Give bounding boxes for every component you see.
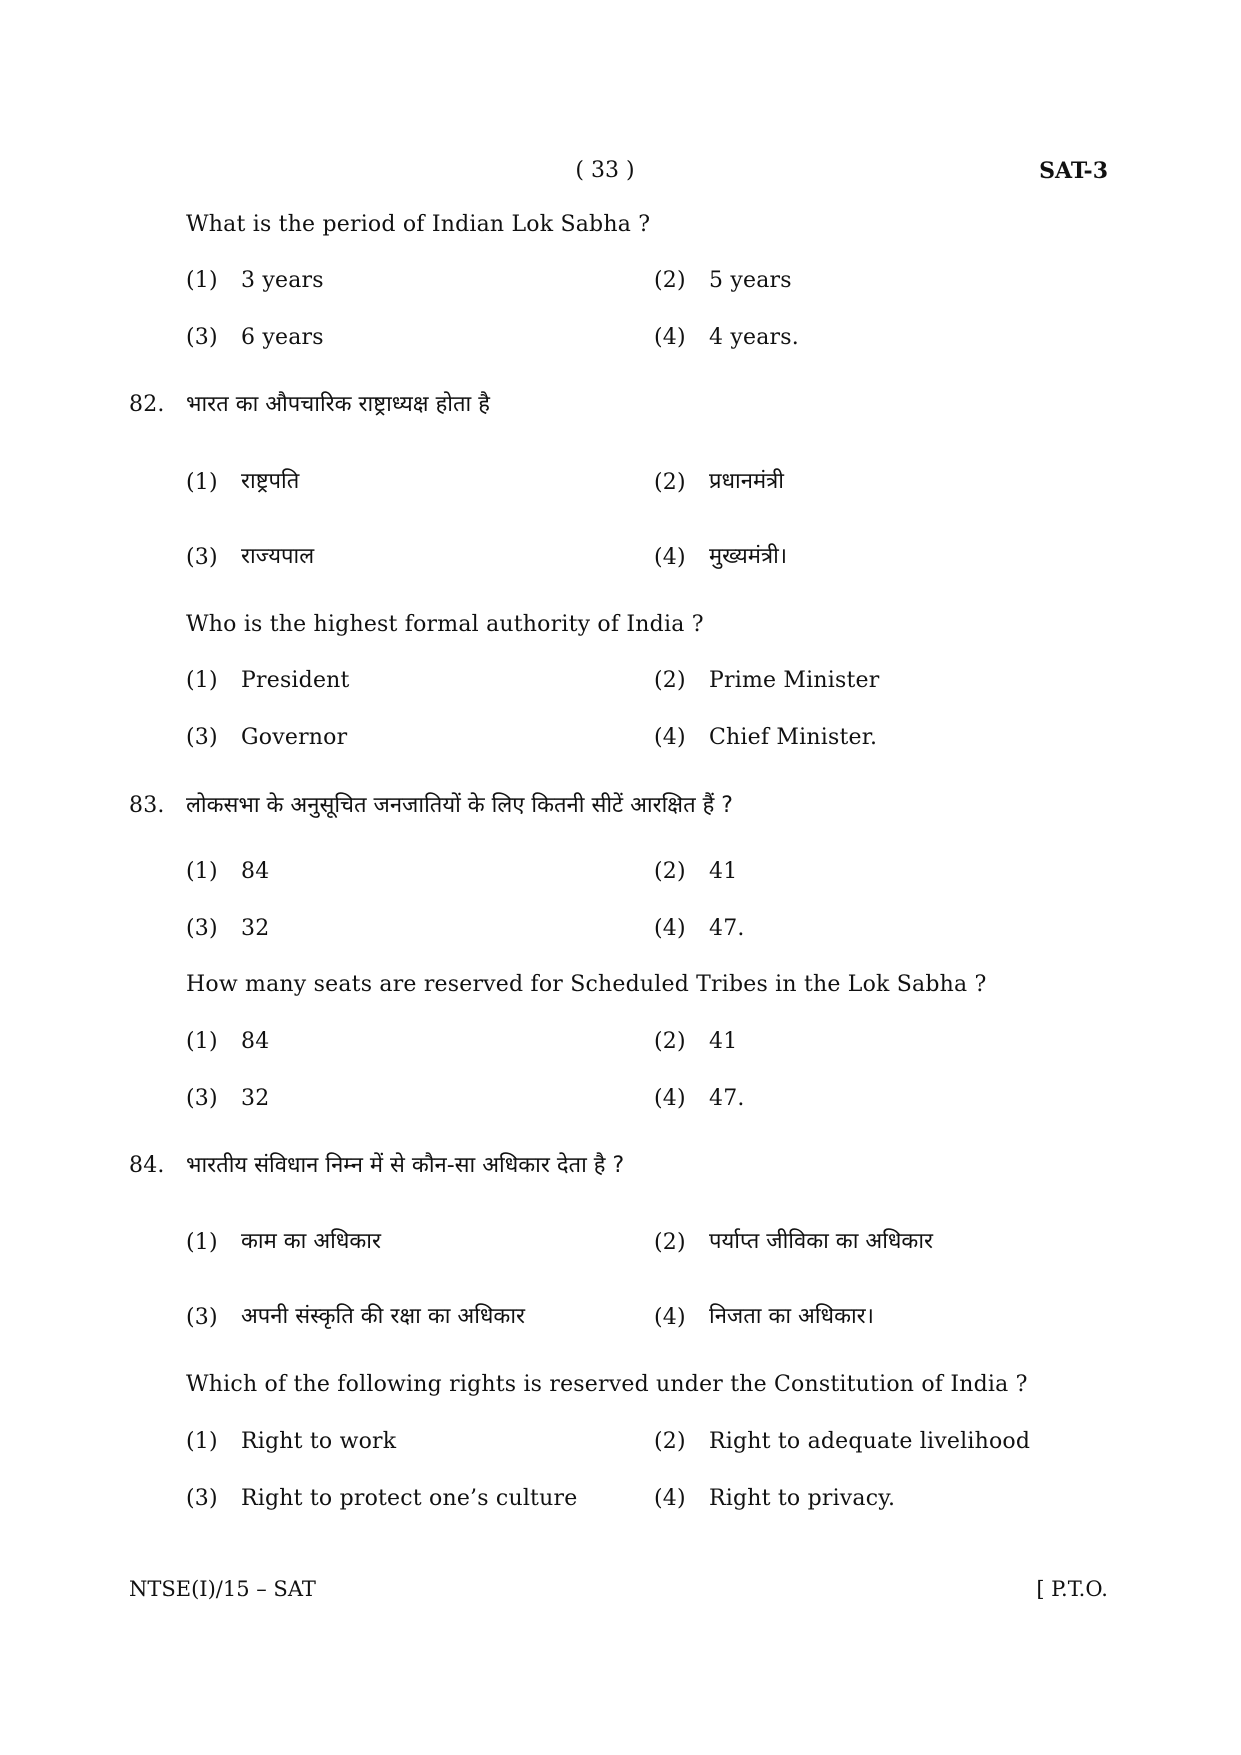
q84-hi-option-1-number: (1): [186, 1230, 218, 1255]
q81-en-option-3-number: (3): [186, 325, 218, 350]
q83-en-option-4: 47.: [709, 1086, 745, 1111]
q83-en-option-1: 84: [241, 1029, 270, 1054]
q82-en-option-1: President: [241, 668, 350, 693]
q82-hi-option-2-number: (2): [654, 470, 686, 495]
q84-hi-option-1: काम का अधिकार: [241, 1229, 381, 1254]
q82-en-option-4: Chief Minister.: [709, 725, 878, 750]
q83-en-option-2: 41: [709, 1029, 738, 1054]
q82-en-option-1-number: (1): [186, 668, 218, 693]
q83-hi-option-3: 32: [241, 916, 270, 941]
question-82-hindi: भारत का औपचारिक राष्ट्राध्यक्ष होता है: [186, 392, 490, 417]
q82-en-option-2: Prime Minister: [709, 668, 880, 693]
question-83-number: 83.: [129, 793, 165, 818]
question-82-english: Who is the highest formal authority of India ?: [186, 612, 704, 637]
q81-en-option-4-number: (4): [654, 325, 686, 350]
q82-hi-option-4-number: (4): [654, 545, 686, 570]
q83-hi-option-1: 84: [241, 859, 270, 884]
q84-hi-option-4-number: (4): [654, 1305, 686, 1330]
q84-hi-option-2-number: (2): [654, 1230, 686, 1255]
q84-en-option-2-number: (2): [654, 1429, 686, 1454]
q84-en-option-3: Right to protect one’s culture: [241, 1486, 578, 1511]
q83-en-option-1-number: (1): [186, 1029, 218, 1054]
page-number: ( 33 ): [575, 158, 635, 183]
q84-hi-option-2: पर्याप्त जीविका का अधिकार: [709, 1229, 934, 1254]
q82-hi-option-3-number: (3): [186, 545, 218, 570]
q83-hi-option-2-number: (2): [654, 859, 686, 884]
q83-en-option-3-number: (3): [186, 1086, 218, 1111]
question-83-english: How many seats are reserved for Scheduled Tribes in the Lok Sabha ?: [186, 972, 987, 997]
question-84-hindi: भारतीय संविधान निम्न में से कौन-सा अधिकार देता है ?: [186, 1153, 625, 1178]
q82-hi-option-2: प्रधानमंत्री: [709, 469, 784, 494]
question-82-number: 82.: [129, 392, 165, 417]
footer-pto: [ P.T.O.: [1036, 1577, 1108, 1601]
question-84-english: Which of the following rights is reserved under the Constitution of India ?: [186, 1372, 1028, 1397]
q82-hi-option-1-number: (1): [186, 470, 218, 495]
q81-en-option-4: 4 years.: [709, 325, 799, 350]
q84-hi-option-4: निजता का अधिकार।: [709, 1304, 875, 1329]
q83-hi-option-4: 47.: [709, 916, 745, 941]
q84-en-option-2: Right to adequate livelihood: [709, 1429, 1031, 1454]
q83-en-option-3: 32: [241, 1086, 270, 1111]
q84-hi-option-3: अपनी संस्कृति की रक्षा का अधिकार: [241, 1304, 526, 1329]
q81-en-option-1: 3 years: [241, 268, 324, 293]
q82-hi-option-3: राज्यपाल: [241, 544, 315, 569]
q83-hi-option-4-number: (4): [654, 916, 686, 941]
q84-en-option-1-number: (1): [186, 1429, 218, 1454]
q84-hi-option-3-number: (3): [186, 1305, 218, 1330]
question-81-english: What is the period of Indian Lok Sabha ?: [186, 212, 651, 237]
q84-en-option-1: Right to work: [241, 1429, 397, 1454]
q81-en-option-1-number: (1): [186, 268, 218, 293]
question-84-number: 84.: [129, 1153, 165, 1178]
q82-hi-option-4: मुख्यमंत्री।: [709, 544, 788, 569]
q82-en-option-2-number: (2): [654, 668, 686, 693]
q83-en-option-2-number: (2): [654, 1029, 686, 1054]
question-83-hindi: लोकसभा के अनुसूचित जनजातियों के लिए कितनी सीटें आरक्षित हैं ?: [186, 793, 733, 818]
paper-code: SAT-3: [1039, 158, 1108, 184]
q84-en-option-4-number: (4): [654, 1486, 686, 1511]
q81-en-option-3: 6 years: [241, 325, 324, 350]
q83-hi-option-3-number: (3): [186, 916, 218, 941]
footer-paper-code: NTSE(I)/15 – SAT: [129, 1577, 316, 1601]
q81-en-option-2-number: (2): [654, 268, 686, 293]
q83-hi-option-2: 41: [709, 859, 738, 884]
q84-en-option-3-number: (3): [186, 1486, 218, 1511]
q83-hi-option-1-number: (1): [186, 859, 218, 884]
q82-en-option-3-number: (3): [186, 725, 218, 750]
q82-en-option-3: Governor: [241, 725, 348, 750]
q82-en-option-4-number: (4): [654, 725, 686, 750]
q81-en-option-2: 5 years: [709, 268, 792, 293]
q84-en-option-4: Right to privacy.: [709, 1486, 896, 1511]
q83-en-option-4-number: (4): [654, 1086, 686, 1111]
q82-hi-option-1: राष्ट्रपति: [241, 469, 300, 494]
